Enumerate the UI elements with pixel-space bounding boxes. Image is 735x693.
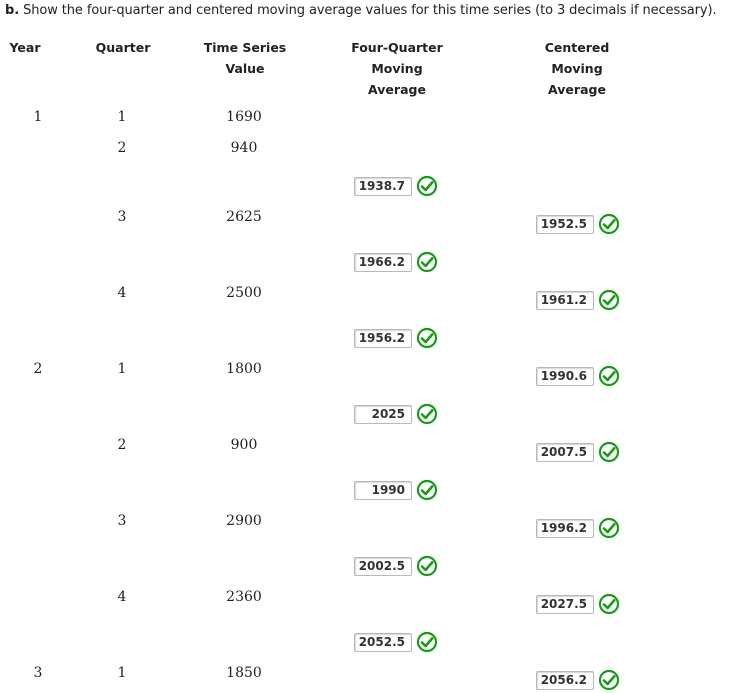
centered-moving-average-answer: [536, 669, 620, 691]
cell-value: 900: [230, 437, 258, 453]
check-circle-icon: [416, 631, 438, 653]
four-quarter-moving-average-input[interactable]: 2025: [354, 405, 412, 424]
centered-moving-average-answer: [536, 593, 620, 615]
cell-quarter: 1: [117, 109, 127, 125]
centered-moving-average-input[interactable]: 1952.5: [536, 215, 594, 234]
question-prompt: [5, 3, 717, 18]
four-quarter-moving-average-input[interactable]: 2052.5: [354, 633, 412, 652]
centered-moving-average-input[interactable]: 2007.5: [536, 443, 594, 462]
header-four-quarter-moving-average: Four-Quarter Moving Average: [351, 40, 443, 97]
cell-quarter: 3: [117, 209, 127, 225]
header-centered-moving-average: Centered Moving Average: [544, 40, 610, 97]
centered-moving-average-answer: [536, 517, 620, 539]
centered-moving-average-input[interactable]: 2056.2: [536, 671, 594, 690]
cell-quarter: 2: [117, 140, 127, 156]
prompt-text: Show the four-quarter and centered moving average values for this time series (to 3 decimals if necessary).: [19, 3, 717, 18]
four-quarter-moving-average-answer: [354, 479, 438, 501]
check-circle-icon: [598, 593, 620, 615]
cell-year: 2: [33, 361, 43, 377]
four-quarter-moving-average-answer: [354, 555, 438, 577]
centered-moving-average-answer: [536, 289, 620, 311]
cell-quarter: 4: [117, 285, 127, 301]
header-time-series-value: Time Series Value: [203, 40, 287, 76]
cell-quarter: 4: [117, 589, 127, 605]
check-circle-icon: [416, 555, 438, 577]
cell-year: 1: [33, 109, 43, 125]
header-quarter: Quarter: [95, 40, 151, 55]
cell-quarter: 3: [117, 513, 127, 529]
centered-moving-average-answer: [536, 213, 620, 235]
cell-value: 2625: [226, 209, 262, 225]
four-quarter-moving-average-answer: [354, 631, 438, 653]
centered-moving-average-input[interactable]: 2027.5: [536, 595, 594, 614]
four-quarter-moving-average-input[interactable]: 1990: [354, 481, 412, 500]
check-circle-icon: [416, 403, 438, 425]
four-quarter-moving-average-answer: [354, 175, 438, 197]
cell-value: 1850: [226, 665, 262, 681]
four-quarter-moving-average-input[interactable]: 1966.2: [354, 253, 412, 272]
centered-moving-average-input[interactable]: 1996.2: [536, 519, 594, 538]
check-circle-icon: [416, 175, 438, 197]
four-quarter-moving-average-input[interactable]: 1956.2: [354, 329, 412, 348]
centered-moving-average-input[interactable]: 1990.6: [536, 367, 594, 386]
centered-moving-average-answer: [536, 365, 620, 387]
four-quarter-moving-average-input[interactable]: 2002.5: [354, 557, 412, 576]
four-quarter-moving-average-input[interactable]: 1938.7: [354, 177, 412, 196]
check-circle-icon: [416, 479, 438, 501]
check-circle-icon: [416, 251, 438, 273]
four-quarter-moving-average-answer: [354, 403, 438, 425]
cell-value: 1800: [226, 361, 262, 377]
cell-quarter: 2: [117, 437, 127, 453]
cell-value: 940: [230, 140, 258, 156]
cell-year: 3: [33, 665, 43, 681]
cell-value: 1690: [226, 109, 262, 125]
cell-quarter: 1: [117, 665, 127, 681]
check-circle-icon: [598, 213, 620, 235]
check-circle-icon: [598, 289, 620, 311]
check-circle-icon: [598, 365, 620, 387]
part-label: b.: [5, 3, 20, 18]
four-quarter-moving-average-answer: [354, 251, 438, 273]
header-year: Year: [9, 40, 41, 55]
four-quarter-moving-average-answer: [354, 327, 438, 349]
cell-value: 2500: [226, 285, 262, 301]
cell-value: 2360: [226, 589, 262, 605]
cell-quarter: 1: [117, 361, 127, 377]
check-circle-icon: [598, 441, 620, 463]
centered-moving-average-answer: [536, 441, 620, 463]
check-circle-icon: [598, 669, 620, 691]
check-circle-icon: [416, 327, 438, 349]
check-circle-icon: [598, 517, 620, 539]
centered-moving-average-input[interactable]: 1961.2: [536, 291, 594, 310]
cell-value: 2900: [226, 513, 262, 529]
